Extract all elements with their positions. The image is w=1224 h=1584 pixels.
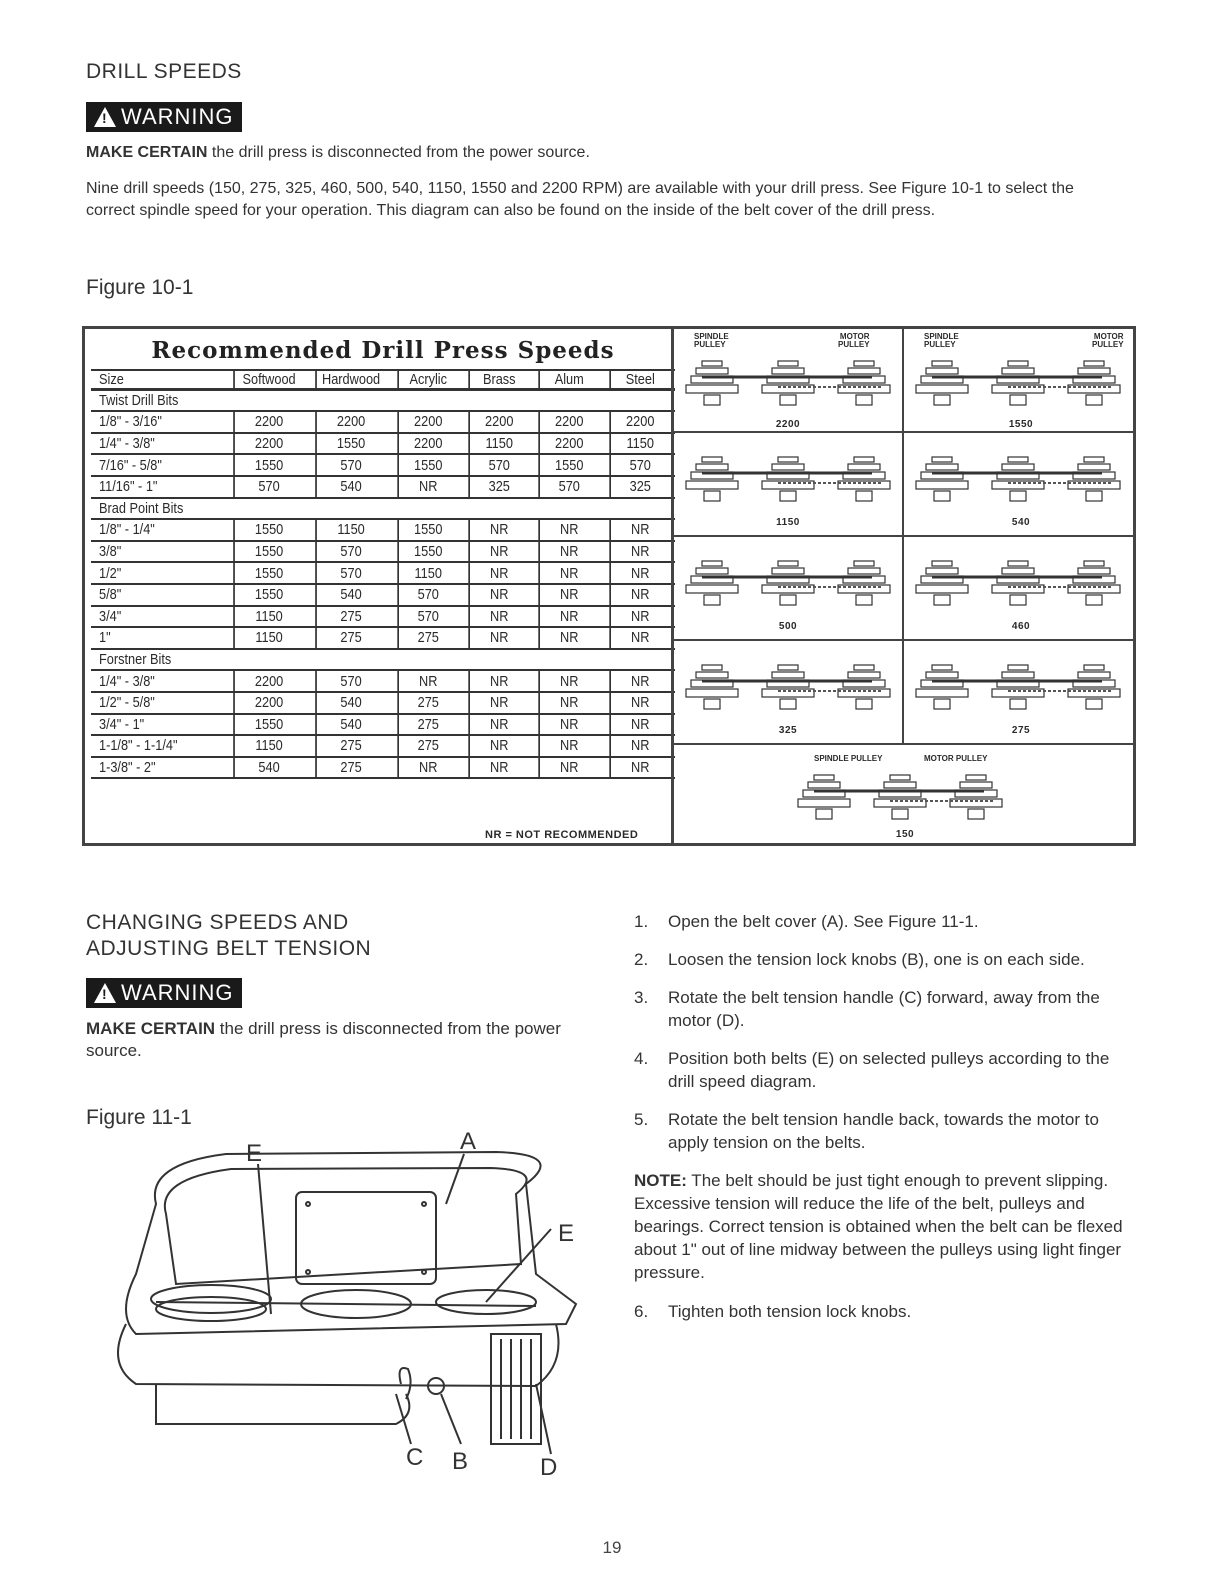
warning-icon — [94, 983, 116, 1003]
table-cell: NR — [609, 736, 669, 756]
table-row — [91, 477, 675, 499]
table-cell: NR — [539, 715, 599, 735]
make-certain-rest: the drill press is disconnected from the power source. — [207, 144, 590, 161]
table-cell: NR — [609, 585, 669, 605]
table-cell: NR — [609, 671, 669, 691]
table-cell: NR — [468, 715, 528, 735]
table-cell: NR — [468, 671, 528, 691]
callout-a: A — [460, 1128, 477, 1155]
column-header: Steel — [609, 371, 669, 388]
pulley-cell-500 — [674, 537, 902, 641]
table-cell: 1150 — [609, 434, 669, 454]
callout-e-right: E — [558, 1220, 575, 1247]
table-cell: 570 — [397, 607, 457, 627]
table-cell: 2200 — [539, 412, 599, 432]
table-row — [91, 736, 675, 758]
table-cell: NR — [539, 607, 599, 627]
table-cell-size: 1/4" - 3/8" — [99, 672, 155, 690]
table-cell: NR — [609, 542, 669, 562]
table-cell: NR — [539, 563, 599, 583]
table-cell: NR — [609, 563, 669, 583]
table-cell: 540 — [316, 715, 386, 735]
table-cell-size: 1-1/8" - 1-1/4" — [99, 737, 178, 755]
table-cell: NR — [468, 628, 528, 648]
table-cell: 540 — [316, 477, 386, 497]
column-header: Brass — [468, 371, 528, 388]
table-cell-size: 1/2" — [99, 564, 122, 582]
bottom-spindle-label: SPINDLE PULLEY — [814, 754, 883, 763]
speed-table — [91, 333, 675, 779]
table-cell: 1550 — [397, 455, 457, 475]
table-cell: 1550 — [233, 520, 303, 540]
list-item-step: 2. Loosen the tension lock knobs (B), one is on each side. — [634, 950, 1085, 969]
section-title-drill-speeds: DRILL SPEEDS — [86, 60, 242, 83]
table-cell: 275 — [316, 628, 386, 648]
table-cell: 2200 — [316, 412, 386, 432]
table-row — [91, 585, 675, 607]
note-text: The belt should be just tight enough to prevent slipping. Excessive tension will reduce the life of the belt, pulleys and bearings. Correct tension is obtained when the belt can be flexed about 1" out of line midway between the pulleys using light finger pressure. — [634, 1171, 1123, 1282]
table-cell: 2200 — [539, 434, 599, 454]
table-cell: NR — [539, 736, 599, 756]
pulley-drawing-icon — [682, 659, 894, 721]
list-item-step-6: 6. Tighten both tension lock knobs. — [634, 1302, 912, 1321]
table-cell-size: 3/8" — [99, 543, 122, 561]
table-cell: NR — [468, 693, 528, 713]
table-cell: 275 — [397, 628, 457, 648]
speed-label: 150 — [895, 829, 915, 840]
callout-e-left: E — [246, 1140, 263, 1167]
table-cell: 570 — [316, 455, 386, 475]
table-cell: NR — [539, 628, 599, 648]
table-cell: 1150 — [468, 434, 528, 454]
table-cell: 1550 — [233, 715, 303, 735]
table-cell: 1150 — [233, 628, 303, 648]
figure-10-1-label: Figure 10-1 — [86, 276, 194, 299]
table-cell: NR — [609, 715, 669, 735]
table-cell: NR — [468, 542, 528, 562]
pulley-diagram — [671, 329, 1133, 843]
make-certain-line — [86, 142, 1136, 164]
table-row — [91, 671, 675, 693]
column-header: Alum — [539, 371, 599, 388]
table-cell: 2200 — [233, 412, 303, 432]
table-row — [91, 563, 675, 585]
page-number: 19 — [602, 1538, 622, 1557]
table-row — [91, 412, 675, 434]
spindle-pulley-header: SPINDLE PULLEY — [924, 332, 959, 349]
table-cell: 540 — [316, 585, 386, 605]
table-cell: 570 — [233, 477, 303, 497]
speed-table-title: Recommended Drill Press Speeds — [151, 337, 615, 364]
warning-label: WARNING — [121, 104, 234, 129]
pulley-drawing-icon — [682, 555, 894, 617]
table-cell: 1550 — [233, 542, 303, 562]
pulley-cell-2200 — [674, 329, 902, 433]
table-cell: 570 — [609, 455, 669, 475]
warning-badge-2 — [86, 978, 242, 1008]
table-cell: NR — [609, 520, 669, 540]
table-cell: 540 — [316, 693, 386, 713]
make-certain-strong: MAKE CERTAIN — [86, 1019, 216, 1038]
pulley-drawing-icon — [912, 451, 1130, 513]
speed-label: 460 — [1011, 621, 1031, 632]
table-row — [91, 434, 675, 456]
table-cell-size: 3/4" — [99, 607, 122, 625]
table-cell: NR — [539, 520, 599, 540]
table-cell: NR — [468, 736, 528, 756]
column-header: Acrylic — [397, 371, 457, 388]
table-cell: NR — [609, 607, 669, 627]
table-cell-size: 3/4" - 1" — [99, 715, 145, 733]
motor-pulley-header: MOTOR PULLEY — [1092, 332, 1124, 349]
table-cell: 1550 — [233, 563, 303, 583]
speed-label: 1150 — [776, 517, 800, 528]
table-cell-size: 1-3/8" - 2" — [99, 758, 156, 776]
pulley-cell-460 — [902, 537, 1136, 641]
table-cell: NR — [539, 671, 599, 691]
speed-label: 1550 — [1008, 419, 1034, 430]
figure-11-1-drawing — [96, 1124, 596, 1484]
table-cell: 1150 — [233, 607, 303, 627]
table-cell: NR — [609, 628, 669, 648]
bottom-motor-label: MOTOR PULLEY — [924, 754, 988, 763]
list-item-step: 5. Rotate the belt tension handle back, towards the motor to apply tension on the belts. — [634, 1110, 1099, 1152]
table-cell: 570 — [539, 477, 599, 497]
table-cell: 1550 — [233, 585, 303, 605]
table-cell: NR — [397, 758, 457, 778]
table-row — [91, 715, 675, 737]
table-cell: 275 — [397, 715, 457, 735]
steps-list-2 — [634, 1300, 1134, 1323]
pulley-cell-1150 — [674, 433, 902, 537]
table-row — [91, 455, 675, 477]
table-cell: 2200 — [397, 434, 457, 454]
list-item-step: 1. Open the belt cover (A). See Figure 11-1. — [634, 912, 979, 931]
table-cell: 570 — [316, 563, 386, 583]
warning-badge — [86, 102, 242, 132]
table-cell: 1150 — [397, 563, 457, 583]
table-cell: 2200 — [397, 412, 457, 432]
table-cell: 570 — [468, 455, 528, 475]
table-cell: NR — [468, 520, 528, 540]
table-row — [91, 520, 675, 542]
spindle-pulley-header: SPINDLE PULLEY — [694, 332, 729, 349]
speed-label: 275 — [1011, 725, 1031, 736]
warning-icon — [94, 107, 116, 127]
table-row — [91, 693, 675, 715]
drill-press-belt-cover-icon — [96, 1124, 596, 1484]
speed-label: 325 — [778, 725, 798, 736]
table-cell: 275 — [316, 758, 386, 778]
table-cell: 540 — [233, 758, 303, 778]
table-cell: NR — [609, 693, 669, 713]
table-cell-size: 1/4" - 3/8" — [99, 435, 155, 453]
table-cell: NR — [539, 542, 599, 562]
pulley-cell-325 — [674, 641, 902, 745]
table-cell: 1550 — [316, 434, 386, 454]
note-label: NOTE: — [634, 1171, 687, 1190]
table-group-header: Forstner Bits — [91, 650, 675, 672]
table-cell: NR — [609, 758, 669, 778]
make-certain-rest: the drill press is disconnected from the power source. — [86, 1019, 561, 1060]
table-cell: NR — [539, 585, 599, 605]
pulley-drawing-icon — [682, 355, 894, 417]
table-cell: 2200 — [233, 434, 303, 454]
table-cell: NR — [539, 693, 599, 713]
figure-11-1-label: Figure 11-1 — [86, 1106, 192, 1129]
pulley-drawing-icon — [794, 769, 1006, 831]
pulley-cell-1550 — [902, 329, 1136, 433]
table-row — [91, 542, 675, 564]
table-cell-size: 1/2" - 5/8" — [99, 694, 155, 712]
table-group-header: Brad Point Bits — [91, 499, 675, 521]
nr-note: NR = NOT RECOMMENDED — [485, 829, 639, 841]
instructions-column — [634, 910, 1134, 1338]
table-cell: 1150 — [233, 736, 303, 756]
pulley-drawing-icon — [912, 659, 1130, 721]
speed-label: 500 — [778, 621, 798, 632]
make-certain-strong: MAKE CERTAIN — [86, 144, 208, 161]
list-item-step: 4. Position both belts (E) on selected pulleys according to the drill speed diagram. — [634, 1049, 1110, 1091]
table-row — [91, 758, 675, 780]
speed-label: 2200 — [775, 419, 801, 430]
table-cell: 570 — [316, 671, 386, 691]
table-cell: 325 — [468, 477, 528, 497]
table-cell: NR — [468, 607, 528, 627]
column-header: Hardwood — [316, 371, 386, 388]
table-cell: 275 — [397, 693, 457, 713]
table-cell-size: 1/8" - 1/4" — [99, 521, 155, 539]
table-cell: 570 — [316, 542, 386, 562]
table-cell: NR — [397, 477, 457, 497]
table-cell: 2200 — [233, 671, 303, 691]
table-cell: 1550 — [539, 455, 599, 475]
table-cell-size: 11/16" - 1" — [99, 478, 158, 496]
table-cell: NR — [397, 671, 457, 691]
table-cell: NR — [468, 758, 528, 778]
table-group-header: Twist Drill Bits — [91, 391, 675, 413]
drill-speeds-paragraph: Nine drill speeds (150, 275, 325, 460, 500, 540, 1150, 1550 and 2200 RPM) are available with your drill press. See Figure 10-1 to select the correct spindle speed for your operation. This diagram can also be found on the inside of the belt cover of the drill press. — [86, 180, 1074, 219]
column-header: Size — [99, 370, 124, 388]
table-cell: 275 — [316, 607, 386, 627]
table-cell-size: 7/16" - 5/8" — [99, 456, 162, 474]
table-cell: 570 — [397, 585, 457, 605]
table-cell: NR — [539, 758, 599, 778]
note-paragraph — [634, 1169, 1134, 1284]
callout-d: D — [540, 1454, 558, 1481]
section-title-changing-speeds: CHANGING SPEEDS AND ADJUSTING BELT TENSION — [86, 911, 372, 960]
pulley-drawing-icon — [912, 555, 1130, 617]
table-cell: 2200 — [609, 412, 669, 432]
table-cell: 1550 — [397, 520, 457, 540]
callout-c: C — [406, 1444, 424, 1471]
pulley-cell-275 — [902, 641, 1136, 745]
table-cell: 1150 — [316, 520, 386, 540]
table-cell: 2200 — [233, 693, 303, 713]
speed-label: 540 — [1011, 517, 1031, 528]
pulley-drawing-icon — [682, 451, 894, 513]
table-row — [91, 607, 675, 629]
table-cell-size: 1" — [99, 629, 111, 647]
motor-pulley-header: MOTOR PULLEY — [838, 332, 870, 349]
make-certain-line-2 — [86, 1018, 566, 1062]
table-cell-size: 5/8" — [99, 586, 122, 604]
warning-label: WARNING — [121, 980, 234, 1005]
pulley-cell-150 — [674, 745, 1136, 843]
table-cell: 1550 — [233, 455, 303, 475]
table-cell: 275 — [316, 736, 386, 756]
table-row — [91, 628, 675, 650]
column-header: Softwood — [233, 371, 303, 388]
speed-table-header — [91, 369, 675, 391]
table-cell-size: 1/8" - 3/16" — [99, 413, 162, 431]
table-cell: NR — [468, 563, 528, 583]
table-cell: NR — [468, 585, 528, 605]
pulley-drawing-icon — [912, 355, 1130, 417]
pulley-cell-540 — [902, 433, 1136, 537]
figure-10-1 — [82, 326, 1136, 846]
table-cell: 275 — [397, 736, 457, 756]
table-cell: 1550 — [397, 542, 457, 562]
steps-list — [634, 910, 1134, 1154]
table-cell: 325 — [609, 477, 669, 497]
callout-b: B — [452, 1448, 469, 1475]
table-cell: 2200 — [468, 412, 528, 432]
list-item-step: 3. Rotate the belt tension handle (C) forward, away from the motor (D). — [634, 988, 1100, 1030]
